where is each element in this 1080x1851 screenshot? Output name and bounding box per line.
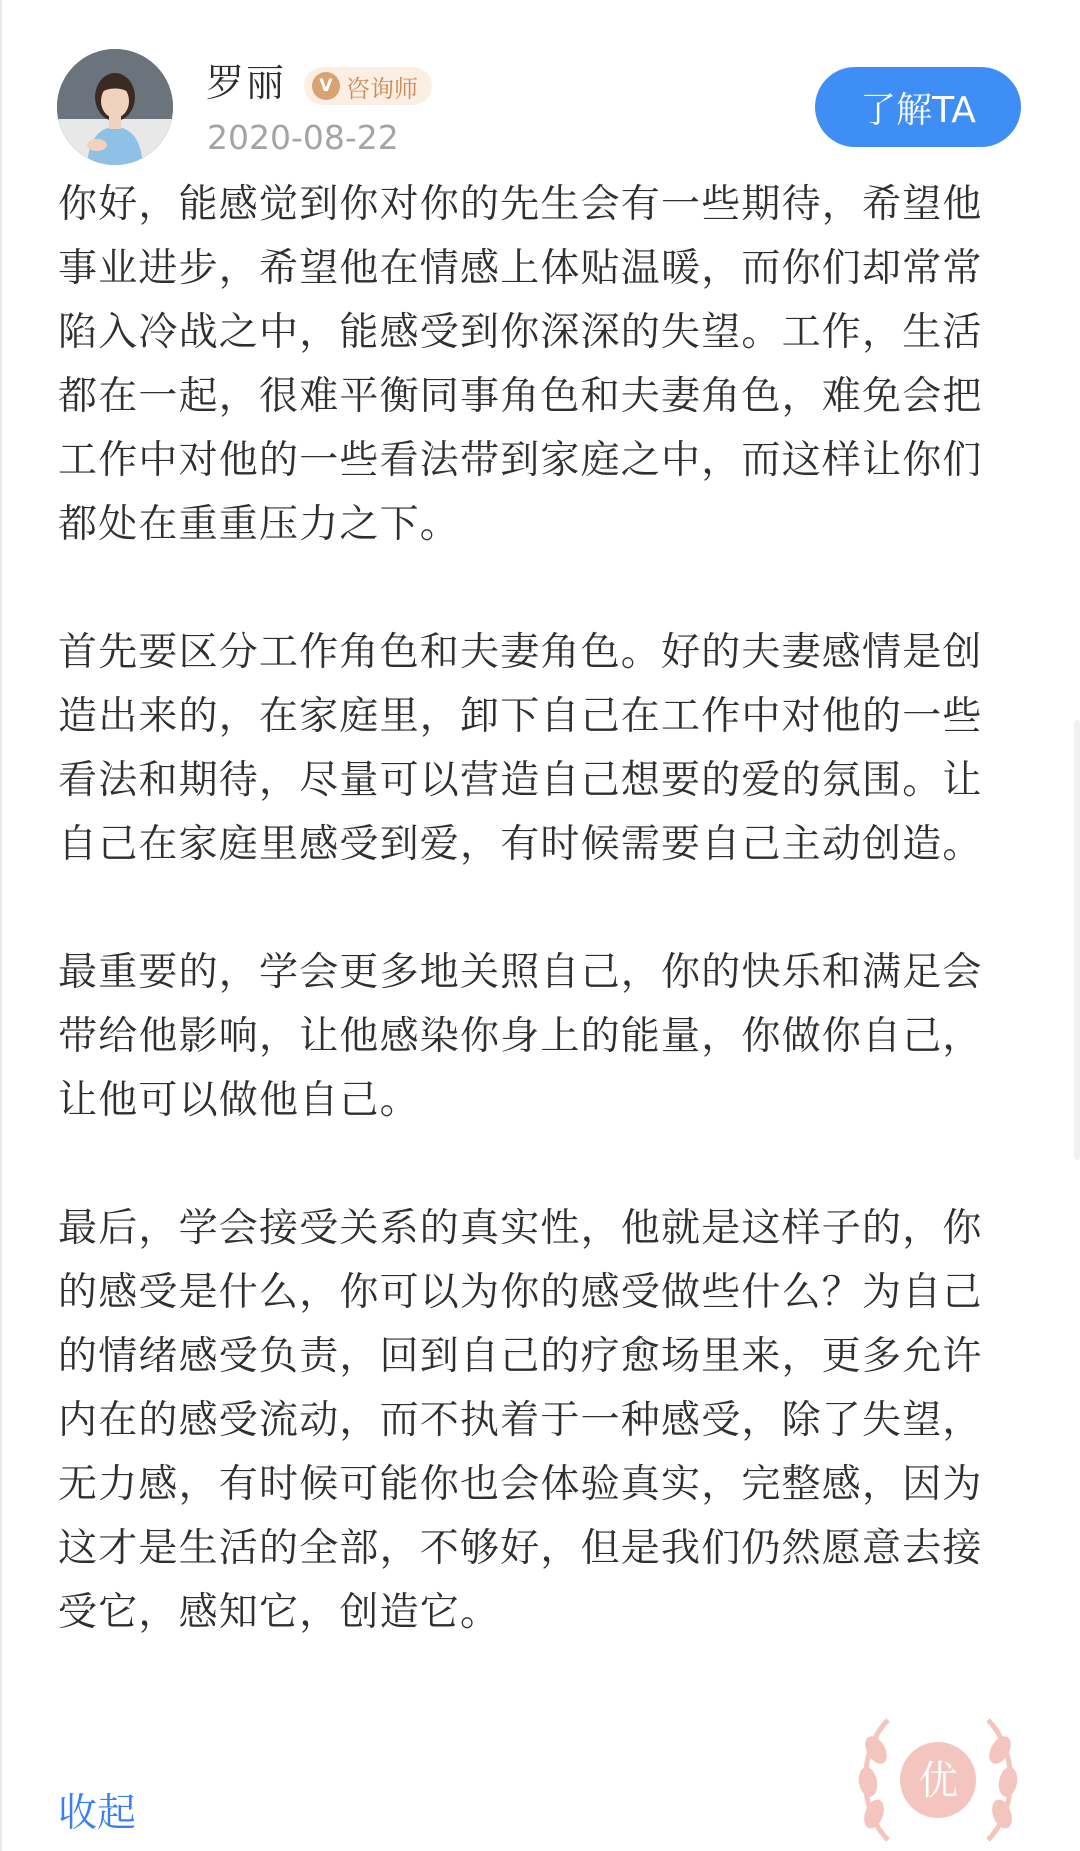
page-left-border	[0, 0, 2, 1851]
author-header	[0, 0, 1080, 170]
badge-label: 咨询师	[346, 74, 418, 103]
watermark-seal-icon	[848, 1690, 1028, 1850]
avatar-image	[57, 49, 173, 165]
answer-paragraph: 你好，能感觉到你对你的先生会有一些期待，希望他事业进步，希望他在情感上体贴温暖，而你们却常常陷入冷战之中，能感受到你深深的失望。工作，生活都在一起，很难平衡同事角色和夫妻角色，难免会把工作中对他的一些看法带到家庭之中，而这样让你们都处在重重压力之下。	[58, 182, 983, 547]
answer-paragraph: 最后，学会接受关系的真实性，他就是这样子的，你的感受是什么，你可以为你的感受做些什么？为自己的情绪感受负责，回到自己的疗愈场里来，更多允许内在的感受流动，而不执着于一种感受，除了失望，无力感，有时候可能你也会体验真实，完整感，因为这才是生活的全部，不够好，但是我们仍然愿意去接受它，感知它，创造它。	[58, 1206, 983, 1635]
post-date: 2020-08-22	[207, 118, 399, 157]
learn-about-button[interactable]: 了解TA	[815, 67, 1021, 147]
scrollbar-track	[1074, 720, 1080, 1160]
collapse-link[interactable]: 收起	[58, 1791, 137, 1836]
answer-body	[58, 173, 998, 1645]
answer-paragraph: 最重要的，学会更多地关照自己，你的快乐和满足会带给他影响，让他感染你身上的能量，你做你自己，让他可以做他自己。	[58, 950, 983, 1123]
author-avatar[interactable]	[57, 49, 173, 165]
consultant-badge	[304, 67, 432, 105]
verified-icon: V	[312, 72, 340, 100]
author-name: 罗丽	[206, 61, 287, 105]
watermark-text: 优	[918, 1758, 958, 1804]
answer-paragraph: 首先要区分工作角色和夫妻角色。好的夫妻感情是创造出来的，在家庭里，卸下自己在工作中对他的一些看法和期待，尽量可以营造自己想要的爱的氛围。让自己在家庭里感受到爱，有时候需要自己主动创造。	[58, 630, 983, 867]
